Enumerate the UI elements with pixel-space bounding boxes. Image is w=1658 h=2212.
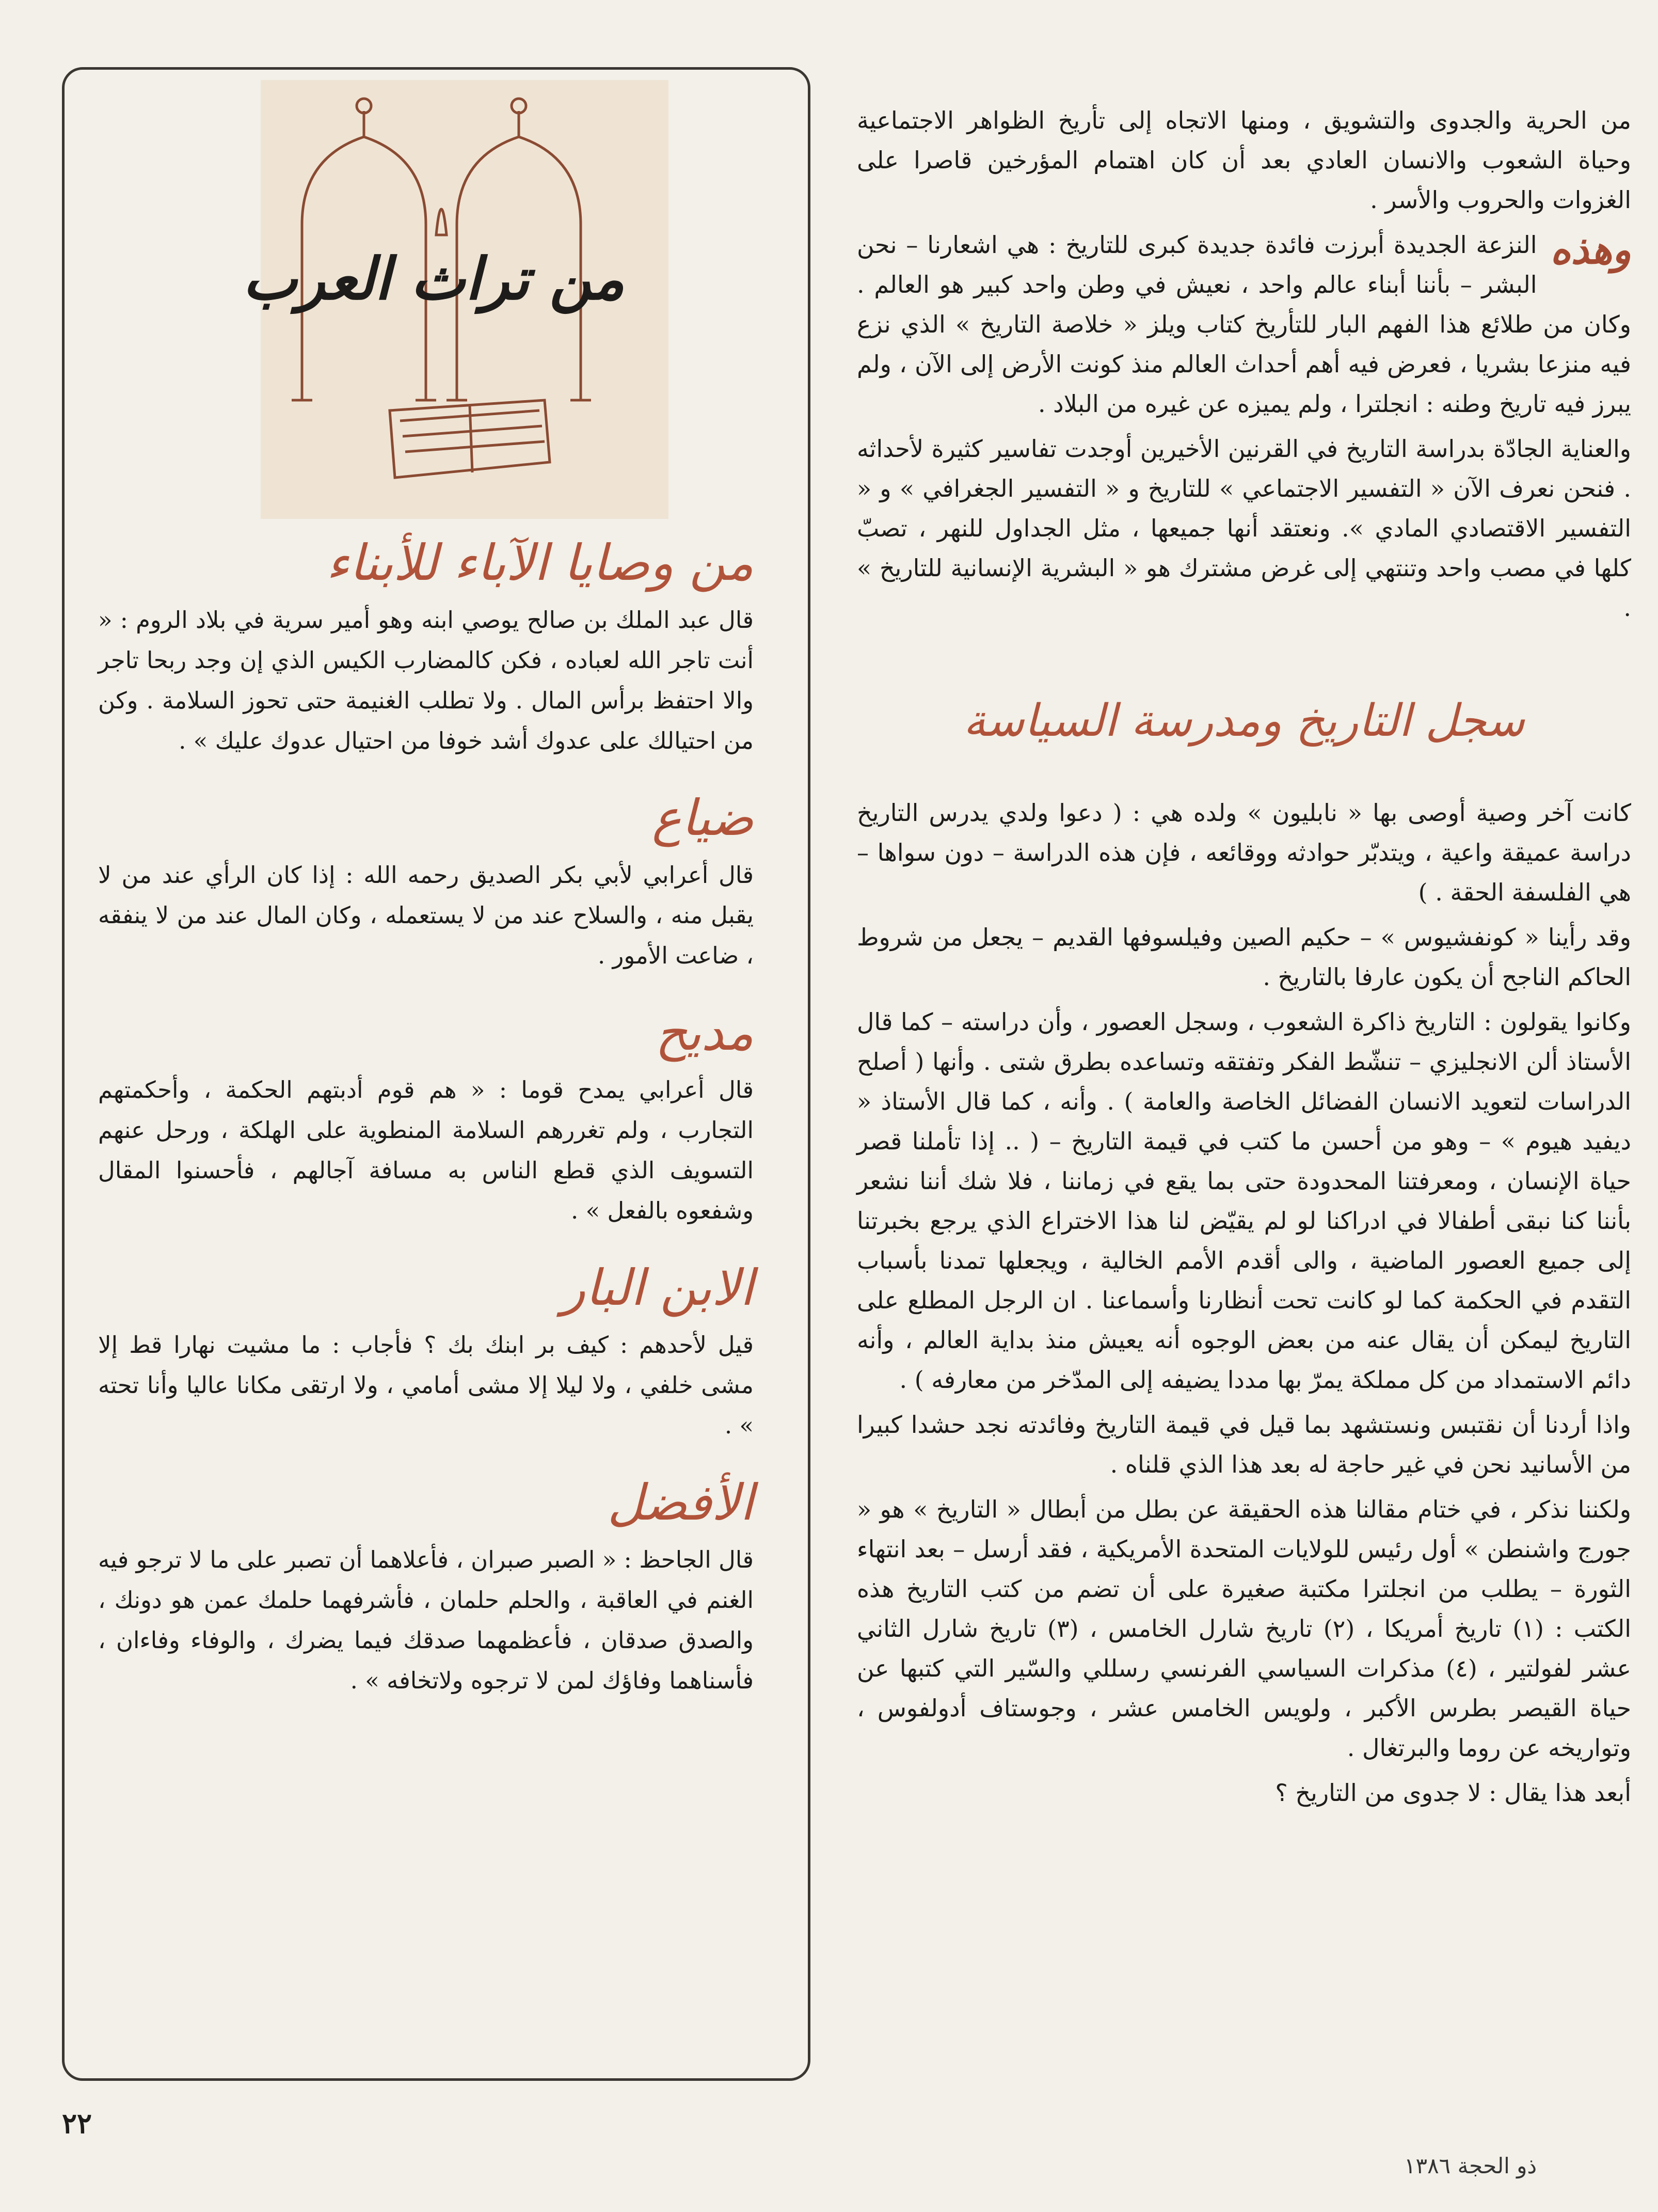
box-title: من تراث العرب [243, 245, 625, 313]
paragraph-5: وكانوا يقولون : التاريخ ذاكرة الشعوب ، وسجل العصور ، وأن دراسته – كما قال الأستاذ ألن الانجليزي – تنشّط الفكر وتفتقه وتساعده بطرق شتى . وأنها ( أصلح الدراسات لتعويد الانسان الفضائل الخاصة والعامة ) . وأنه ، كما قال الأستاذ « ديفيد هيوم » – وهو من أحسن ما كتب في قيمة التاريخ – ( .. إذا تأملنا قصر حياة الإنسان ، ومعرفتنا المحدودة حتى بما يقع في زماننا ، فلا شك أننا نشعر بأننا كنا نبقى أطفالا في ادراكنا لو لم يقيّض لنا هذا الاختراع الذي يرجع بخبرتنا إلى جميع العصور الماضية ، والى أقدم الأمم الخالية ، ويجعلها تمدنا بأسباب التقدم في الحكمة كما لو كانت تحت أنظارنا وأسماعنا . ان الرجل المطلع على التاريخ ليمكن أن يقال عنه من بعض الوجوه أنه يعيش منذ بداية العالم ، وأنه دائم الاستمداد من كل مملكة يمرّ بها مددا يضيفه إلى المدّخر من معارفه ) . [857, 1008, 1631, 1394]
section-heading-history-politics: سجل التاريخ ومدرسة السياسة [963, 695, 1525, 747]
left-column [98, 532, 754, 1727]
section-text-best: قال الجاحظ : « الصبر صبران ، فأعلاهما أن تصبر على ما لا ترجو فيه الغنم في العاقبة ، والحلم حلمان ، فأشرفهما حلمك عمن هو دونك ، والصدق صدقان ، فأعظمهما صدقك فيما يضرك ، والوفاء وفاءان ، فأسناهما وفاؤك لمن لا ترجوه ولاتخافه » . [98, 1546, 754, 1694]
section-text-advice: قال عبد الملك بن صالح يوصي ابنه وهو أمير سرية في بلاد الروم : « أنت تاجر الله لعباده ، فكن كالمضارب الكيس الذي إن وجد ربحا تاجر والا احتفظ برأس المال . ولا تطلب الغنيمة حتى تحوز السلامة . وكن من احتيالك على عدوك أشد خوفا من احتيال عدوك عليك » . [98, 606, 754, 754]
paragraph-8: أبعد هذا يقال : لا جدوى من التاريخ ؟ [1275, 1779, 1631, 1807]
paragraph-4: وقد رأينا « كونفشيوس » – حكيم الصين وفيلسوفها القديم – يجعل من شروط الحاكم الناجح أن يكون عارفا بالتاريخ . [857, 923, 1631, 991]
section-heading-loss: ضياع [651, 789, 754, 847]
section-heading-praise: مديح [655, 1004, 754, 1062]
section-heading-best: الأفضل [607, 1474, 754, 1531]
paragraph-1-text: النزعة الجديدة أبرزت فائدة جديدة كبرى للتاريخ : هي اشعارنا – نحن البشر – بأننا أبناء عالم واحد ، نعيش في وطن واحد كبير هو العالم . وكان من طلائع هذا الفهم البار للتأريخ كتاب ويلز « خلاصة التاريخ » الذي نزع فيه منزعا بشريا ، فعرض فيه أهم أحداث العالم منذ كونت الأرض إلى الآن ، ولم يبرز فيه تاريخ وطنه : انجلترا ، ولم يميزه عن غيره من البلاد . [857, 231, 1631, 418]
paragraph-2: والعناية الجادّة بدراسة التاريخ في القرنين الأخيرين أوجدت تفاسير كثيرة لأحداثه . فنحن نعرف الآن « التفسير الاجتماعي » للتاريخ و « التفسير الجغرافي » و « التفسير الاقتصادي المادي ». ونعتقد أنها جميعها ، مثل الجداول للنهر ، تصبّ كلها في مصب واحد وتنتهي إلى غرض مشترك هو « البشرية الإنسانية للتاريخ » . [857, 435, 1631, 622]
page-number: ٢٢ [62, 2107, 92, 2140]
paragraph-7: ولكننا نذكر ، في ختام مقالنا هذه الحقيقة عن بطل من أبطال « التاريخ » هو « جورج واشنطن » أول رئيس للولايات المتحدة الأمريكية ، فقد أرسل – بعد انتهاء الثورة – يطلب من انجلترا مكتبة صغيرة على أن تضم من كتب التاريخ هذه الكتب : (١) تاريخ أمريكا ، (٢) تاريخ شارل الخامس ، (٣) تاريخ شارل الثاني عشر لفولتير ، (٤) مذكرات السياسي الفرنسي رسللي والسّير التي كتبها عن حياة القيصر بطرس الأكبر ، ولويس الخامس عشر ، وجوستاف أدولفوس ، وتواريخه عن روما والبرتغال . [857, 1495, 1631, 1762]
section-text-loss: قال أعرابي لأبي بكر الصديق رحمه الله : إذا كان الرأي عند من لا يقبل منه ، والسلاح عند من لا يستعمله ، وكان المال عند من لا ينفقه ، ضاعت الأمور . [98, 861, 754, 969]
section-text-praise: قال أعرابي يمدح قوما : « هم قوم أدبتهم الحكمة ، وأحكمتهم التجارب ، ولم تغررهم السلامة المنطوية على الهلكة ، ورحل عنهم التسويف الذي قطع الناس به مسافة آجالهم ، فأحسنوا المقال وشفعوه بالفعل » . [98, 1076, 754, 1224]
article-column [857, 101, 1631, 1818]
dropcap-word: وهذه [1550, 227, 1631, 273]
paragraph-6: واذا أردنا أن نقتبس ونستشهد بما قيل في قيمة التاريخ وفائدته نجد حشدا كبيرا من الأسانيد نحن في غير حاجة له بعد هذا الذي قلناه . [857, 1411, 1631, 1478]
intro-paragraph: من الحرية والجدوى والتشويق ، ومنها الاتجاه إلى تأريخ الظواهر الاجتماعية وحياة الشعوب والانسان العادي بعد أن كان اهتمام المؤرخين قاصرا على الغزوات والحروب والأسر . [857, 106, 1631, 214]
paragraph-with-dropcap [857, 225, 1631, 424]
section-text-dutiful-son: قيل لأحدهم : كيف بر ابنك بك ؟ فأجاب : ما مشيت نهارا قط إلا مشى خلفي ، ولا ليلا إلا مشى أمامي ، ولا ارتقى مكانا عاليا وأنا تحته » . [98, 1331, 754, 1439]
paragraph-3: كانت آخر وصية أوصى بها « نابليون » ولده هي : ( دعوا ولدي يدرس التاريخ دراسة عميقة واعية ، ويتدبّر حوادثه ووقائعه ، فإن هذه الدراسة – دون سواها – هي الفلسفة الحقة . ) [857, 799, 1631, 906]
section-heading-dutiful-son: الابن البار [561, 1259, 754, 1317]
issue-date: ذو الحجة ١٣٨٦ [1404, 2153, 1537, 2178]
section-heading-advice: من وصايا الآباء للأبناء [326, 534, 754, 592]
